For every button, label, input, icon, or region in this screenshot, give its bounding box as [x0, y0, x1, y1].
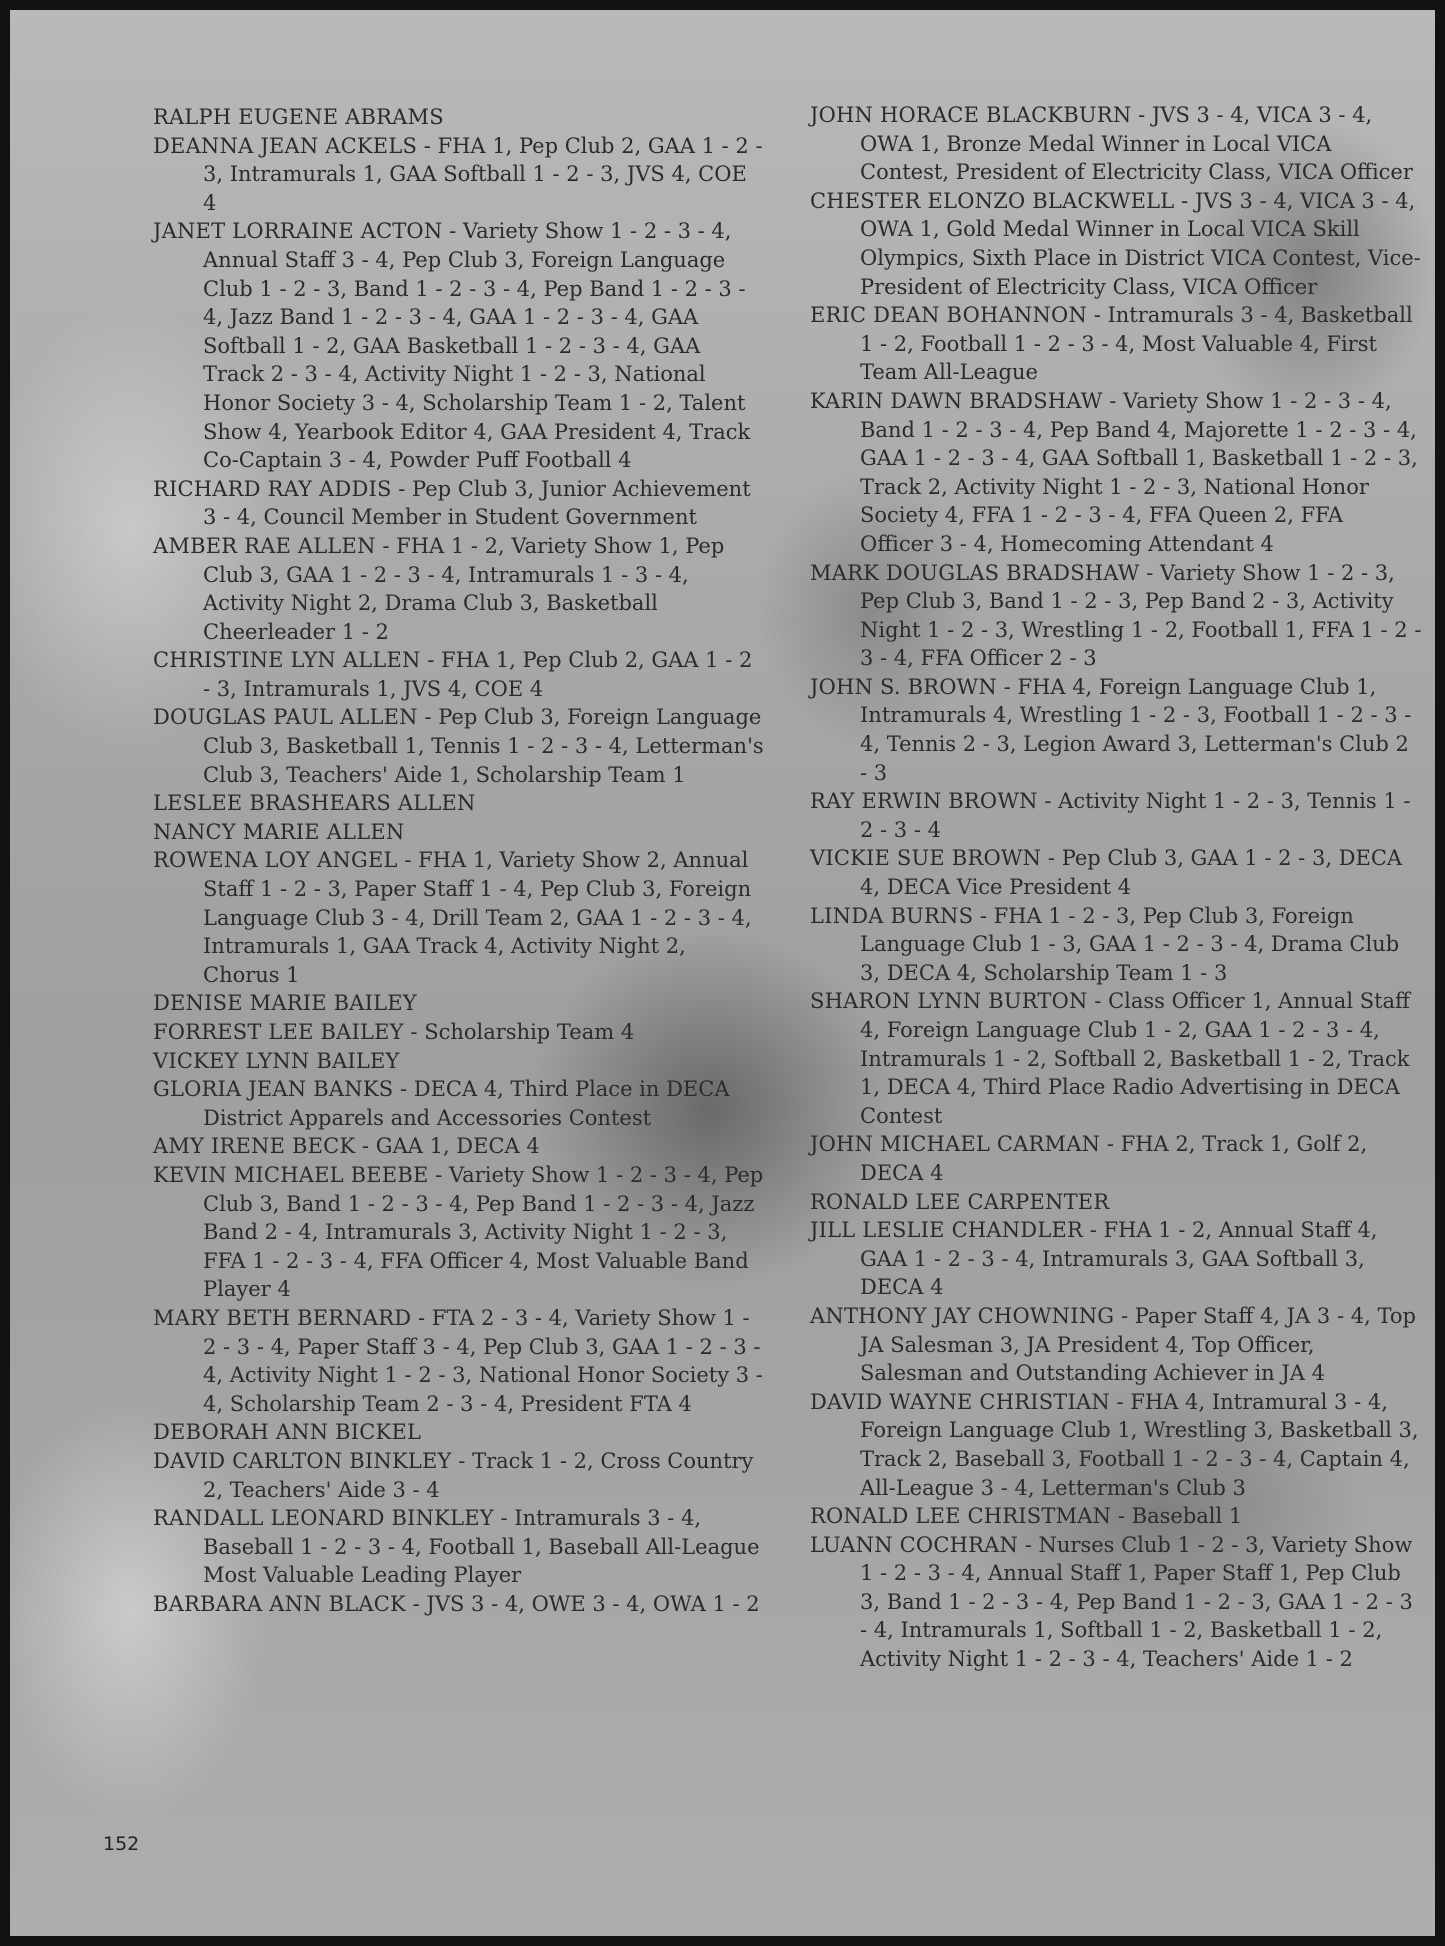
name-separator: -	[997, 674, 1018, 699]
senior-name: RANDALL LEONARD BINKLEY	[153, 1506, 494, 1531]
senior-activities: Pep Club 3, Junior Achievement 3 - 4, Council Member in Student Government	[203, 476, 751, 530]
senior-entry	[810, 187, 1422, 301]
senior-name: VICKEY LYNN BAILEY	[153, 1048, 400, 1073]
senior-activities: Nurses Club 1 - 2 - 3, Variety Show 1 - 2 - 3 - 4, Annual Staff 1, Paper Staff 1, Pep Club 3, Band 1 - 2 - 3 - 4, Pep Band 1 - 2 - 3, GAA 1 - 2 - 3 - 4, Intramurals 1, Softball 1 - 2, Basketball 1 - 2, Activity Night 1 - 2 - 3 - 4, Teachers' Aide 1 - 2	[860, 1532, 1413, 1672]
senior-entry	[153, 1304, 765, 1418]
senior-name: JANET LORRAINE ACTON	[153, 219, 443, 244]
right-column	[810, 101, 1422, 1674]
senior-activities: Variety Show 1 - 2 - 3 - 4, Band 1 - 2 - 3 - 4, Pep Band 4, Majorette 1 - 2 - 3 - 4, GAA 1 - 2 - 3 - 4, GAA Softball 1, Basketball 1 - 2 - 3, Track 2, Activity Night 1 - 2 - 3, National Honor Society 4, FFA 1 - 2 - 3 - 4, FFA Queen 2, FFA Officer 3 - 4, Homecoming Attendant 4	[860, 388, 1418, 556]
senior-name: RAY ERWIN BROWN	[810, 789, 1038, 814]
senior-activities: Activity Night 1 - 2 - 3, Tennis 1 - 2 - 3 - 4	[860, 789, 1411, 842]
senior-activities: FHA 2, Track 1, Golf 2, DECA 4	[860, 1132, 1368, 1185]
senior-activities: Paper Staff 4, JA 3 - 4, Top JA Salesman 3, JA President 4, Top Officer, Salesman and Outstanding Achiever in JA 4	[860, 1303, 1416, 1386]
senior-activities: FHA 1, Pep Club 2, GAA 1 - 2 - 3, Intramurals 1, GAA Softball 1 - 2 - 3, JVS 4, COE 4	[203, 133, 763, 215]
name-separator: -	[393, 1077, 414, 1102]
name-separator: -	[973, 903, 994, 928]
senior-entry	[153, 1418, 765, 1447]
name-separator: -	[411, 1305, 432, 1330]
senior-entry	[153, 103, 765, 132]
name-separator: -	[1083, 1218, 1104, 1243]
senior-name: LUANN COCHRAN	[810, 1532, 1019, 1557]
senior-activities: JVS 3 - 4, VICA 3 - 4, OWA 1, Bronze Medal Winner in Local VICA Contest, President of Electricity Class, VICA Officer	[860, 103, 1413, 185]
senior-entry	[153, 1161, 765, 1304]
senior-entry	[153, 989, 765, 1018]
name-separator: -	[1018, 1532, 1039, 1557]
senior-name: FORREST LEE BAILEY	[153, 1020, 404, 1044]
senior-activities: Pep Club 3, Foreign Language Club 3, Basketball 1, Tennis 1 - 2 - 3 - 4, Letterman's Club 3, Teachers' Aide 1, Scholarship Team 1	[203, 705, 764, 787]
senior-activities: Variety Show 1 - 2 - 3 - 4, Annual Staff 3 - 4, Pep Club 3, Foreign Language Club 1 - 2 - 3, Band 1 - 2 - 3 - 4, Pep Band 1 - 2 - 3 - 4, Jazz Band 1 - 2 - 3 - 4, GAA 1 - 2 - 3 - 4, GAA Softball 1 - 2, GAA Basketball 1 - 2 - 3 - 4, GAA Track 2 - 3 - 4, Activity Night 1 - 2 - 3, National Honor Society 3 - 4, Scholarship Team 1 - 2, Talent Show 4, Yearbook Editor 4, GAA President 4, Track Co-Captain 3 - 4, Powder Puff Football 4	[203, 219, 751, 473]
senior-name: LINDA BURNS	[810, 903, 974, 928]
senior-name: AMBER RAE ALLEN	[153, 533, 376, 558]
senior-entry	[810, 987, 1422, 1130]
senior-entry	[810, 101, 1422, 187]
senior-activities: DECA 4, Third Place in DECA District Apparels and Accessories Contest	[203, 1077, 730, 1130]
senior-entry	[153, 1447, 765, 1504]
senior-activities: Intramurals 3 - 4, Basketball 1 - 2, Football 1 - 2 - 3 - 4, Most Valuable 4, First Team All-League	[860, 303, 1413, 385]
senior-activities: Variety Show 1 - 2 - 3 - 4, Pep Club 3, Band 1 - 2 - 3 - 4, Pep Band 1 - 2 - 3 - 4, Jazz Band 2 - 4, Intramurals 3, Activity Night 1 - 2 - 3, FFA 1 - 2 - 3 - 4, FFA Officer 4, Most Valuable Band Player 4	[203, 1162, 764, 1302]
name-separator: -	[420, 648, 442, 673]
senior-name: RICHARD RAY ADDIS	[153, 476, 392, 501]
senior-entry	[153, 1590, 765, 1619]
senior-activities: FHA 1 - 2, Variety Show 1, Pep Club 3, GAA 1 - 2 - 3 - 4, Intramurals 1 - 3 - 4, Activity Night 2, Drama Club 3, Basketball Cheerleader 1 - 2	[203, 533, 725, 644]
senior-name: DEANNA JEAN ACKELS	[153, 133, 418, 158]
senior-entry	[810, 1130, 1422, 1187]
senior-entry	[153, 818, 765, 847]
senior-name: CHESTER ELONZO BLACKWELL	[810, 188, 1175, 213]
senior-entry	[810, 1216, 1422, 1302]
senior-entry	[810, 787, 1422, 844]
senior-activities: FHA 1 - 2 - 3, Pep Club 3, Foreign Language Club 1 - 3, GAA 1 - 2 - 3 - 4, Drama Club 3, DECA 4, Scholarship Team 1 - 3	[860, 903, 1400, 985]
senior-activities: FTA 2 - 3 - 4, Variety Show 1 - 2 - 3 - 4, Paper Staff 3 - 4, Pep Club 3, GAA 1 - 2 - 3 - 4, Activity Night 1 - 2 - 3, National Honor Society 3 - 4, Scholarship Team 2 - 3 - 4, President FTA 4	[203, 1305, 763, 1416]
senior-entry	[810, 387, 1422, 559]
senior-activities: FHA 4, Intramural 3 - 4, Foreign Language Club 1, Wrestling 3, Basketball 3, Track 2, Baseball 3, Football 1 - 2 - 3 - 4, Captain 4, All-League 3 - 4, Letterman's Club 3	[860, 1389, 1419, 1500]
left-column	[153, 103, 765, 1618]
senior-name: BARBARA ANN BLACK	[153, 1591, 406, 1616]
name-separator: -	[1109, 1389, 1131, 1414]
name-separator: -	[1087, 303, 1108, 328]
senior-activities: FHA 4, Foreign Language Club 1, Intramurals 4, Wrestling 1 - 2 - 3, Football 1 - 2 - 3 - 4, Tennis 2 - 3, Legion Award 3, Letterman's Club 2 - 3	[860, 674, 1412, 785]
senior-entry	[810, 1388, 1422, 1502]
name-separator: -	[403, 1020, 425, 1044]
senior-name: JOHN MICHAEL CARMAN	[810, 1132, 1101, 1157]
name-separator: -	[375, 533, 397, 558]
senior-name: DAVID WAYNE CHRISTIAN	[810, 1389, 1110, 1414]
senior-name: VICKIE SUE BROWN	[810, 846, 1042, 871]
senior-name: DOUGLAS PAUL ALLEN	[153, 705, 418, 730]
senior-name: KARIN DAWN BRADSHAW	[810, 388, 1103, 413]
name-separator: -	[1139, 560, 1161, 585]
senior-name: JILL LESLIE CHANDLER	[810, 1218, 1084, 1243]
name-separator: -	[1041, 846, 1062, 871]
senior-entry	[810, 1502, 1422, 1531]
name-separator: -	[451, 1448, 473, 1473]
senior-activities: FHA 1, Pep Club 2, GAA 1 - 2 - 3, Intramurals 1, JVS 4, COE 4	[203, 648, 753, 701]
name-separator: -	[397, 848, 419, 873]
senior-name: ANTHONY JAY CHOWNING	[810, 1303, 1115, 1328]
senior-entry	[153, 1075, 765, 1132]
senior-name: LESLEE BRASHEARS ALLEN	[153, 791, 476, 816]
name-separator: -	[1174, 188, 1195, 213]
senior-entry	[810, 301, 1422, 387]
senior-entry	[810, 1302, 1422, 1388]
senior-entry	[153, 1018, 765, 1047]
senior-name: CHRISTINE LYN ALLEN	[153, 648, 421, 673]
senior-name: RONALD LEE CHRISTMAN	[810, 1504, 1112, 1529]
senior-name: DEBORAH ANN BICKEL	[153, 1420, 422, 1445]
senior-entry	[810, 559, 1422, 673]
senior-name: ERIC DEAN BOHANNON	[810, 303, 1088, 328]
senior-entry	[810, 673, 1422, 787]
senior-entry	[153, 789, 765, 818]
senior-entry	[153, 1047, 765, 1076]
name-separator: -	[1102, 388, 1124, 413]
name-separator: -	[405, 1591, 427, 1616]
name-separator: -	[1131, 103, 1152, 127]
name-separator: -	[1100, 1132, 1121, 1157]
senior-entry	[810, 1188, 1422, 1217]
name-separator: -	[1111, 1504, 1132, 1529]
senior-entry	[153, 646, 765, 703]
senior-entry	[153, 475, 765, 532]
senior-name: NANCY MARIE ALLEN	[153, 819, 405, 844]
name-separator: -	[493, 1506, 515, 1531]
name-separator: -	[391, 476, 413, 501]
senior-entry	[810, 1531, 1422, 1674]
senior-activities: JVS 3 - 4, OWE 3 - 4, OWA 1 - 2	[426, 1591, 760, 1616]
senior-name: MARK DOUGLAS BRADSHAW	[810, 560, 1140, 585]
senior-entry	[153, 703, 765, 789]
senior-name: GLORIA JEAN BANKS	[153, 1077, 394, 1102]
senior-name: JOHN S. BROWN	[810, 674, 998, 699]
name-separator: -	[428, 1162, 449, 1187]
senior-name: SHARON LYNN BURTON	[810, 989, 1088, 1014]
name-separator: -	[417, 705, 439, 730]
senior-activities: FHA 1 - 2, Annual Staff 4, GAA 1 - 2 - 3 - 4, Intramurals 3, GAA Softball 3, DECA 4	[860, 1218, 1378, 1300]
name-separator: -	[442, 219, 463, 244]
senior-entry	[153, 1504, 765, 1590]
senior-name: MARY BETH BERNARD	[153, 1305, 412, 1330]
senior-name: RONALD LEE CARPENTER	[810, 1189, 1110, 1214]
senior-activities: Track 1 - 2, Cross Country 2, Teachers' Aide 3 - 4	[203, 1448, 754, 1502]
senior-activities: Intramurals 3 - 4, Baseball 1 - 2 - 3 - 4, Football 1, Baseball All-League Most Valuable Leading Player	[203, 1506, 760, 1588]
senior-activities: JVS 3 - 4, VICA 3 - 4, OWA 1, Gold Medal Winner in Local VICA Skill Olympics, Sixth Place in District VICA Contest, Vice-President of Electricity Class, VICA Officer	[860, 188, 1421, 299]
senior-activities: GAA 1, DECA 4	[375, 1134, 540, 1159]
senior-entry	[153, 1132, 765, 1161]
senior-activities: Variety Show 1 - 2 - 3, Pep Club 3, Band 1 - 2 - 3, Pep Band 2 - 3, Activity Night 1 - 2 - 3, Wrestling 1 - 2, Football 1, FFA 1 - 2 - 3 - 4, FFA Officer 2 - 3	[860, 560, 1422, 671]
senior-entry	[153, 532, 765, 646]
senior-entry	[810, 902, 1422, 988]
senior-activities: Pep Club 3, GAA 1 - 2 - 3, DECA 4, DECA Vice President 4	[860, 846, 1403, 900]
senior-entry	[810, 844, 1422, 901]
senior-entry	[153, 132, 765, 218]
senior-activities: Class Officer 1, Annual Staff 4, Foreign Language Club 1 - 2, GAA 1 - 2 - 3 - 4, Intramurals 1 - 2, Softball 2, Basketball 1 - 2, Track 1, DECA 4, Third Place Radio Advertising in DECA Contest	[860, 989, 1410, 1128]
senior-entry	[153, 217, 765, 474]
name-separator: -	[417, 133, 438, 158]
senior-name: ROWENA LOY ANGEL	[153, 848, 398, 873]
senior-activities: Scholarship Team 4	[424, 1020, 635, 1044]
senior-name: JOHN HORACE BLACKBURN	[810, 103, 1132, 127]
name-separator: -	[355, 1134, 376, 1159]
name-separator: -	[1114, 1303, 1135, 1328]
name-separator: -	[1087, 989, 1109, 1014]
senior-name: AMY IRENE BECK	[153, 1134, 356, 1159]
senior-entry	[153, 846, 765, 989]
senior-name: DENISE MARIE BAILEY	[153, 991, 417, 1016]
senior-name: KEVIN MICHAEL BEEBE	[153, 1162, 429, 1187]
senior-activities: FHA 1, Variety Show 2, Annual Staff 1 - 2 - 3, Paper Staff 1 - 4, Pep Club 3, Foreign Language Club 3 - 4, Drill Team 2, GAA 1 - 2 - 3 - 4, Intramurals 1, GAA Track 4, Activity Night 2, Chorus 1	[203, 848, 752, 987]
senior-name: DAVID CARLTON BINKLEY	[153, 1448, 452, 1473]
senior-name: RALPH EUGENE ABRAMS	[153, 105, 444, 129]
name-separator: -	[1037, 789, 1059, 814]
senior-activities: Baseball 1	[1131, 1504, 1243, 1529]
page-number: 152	[103, 1833, 140, 1855]
